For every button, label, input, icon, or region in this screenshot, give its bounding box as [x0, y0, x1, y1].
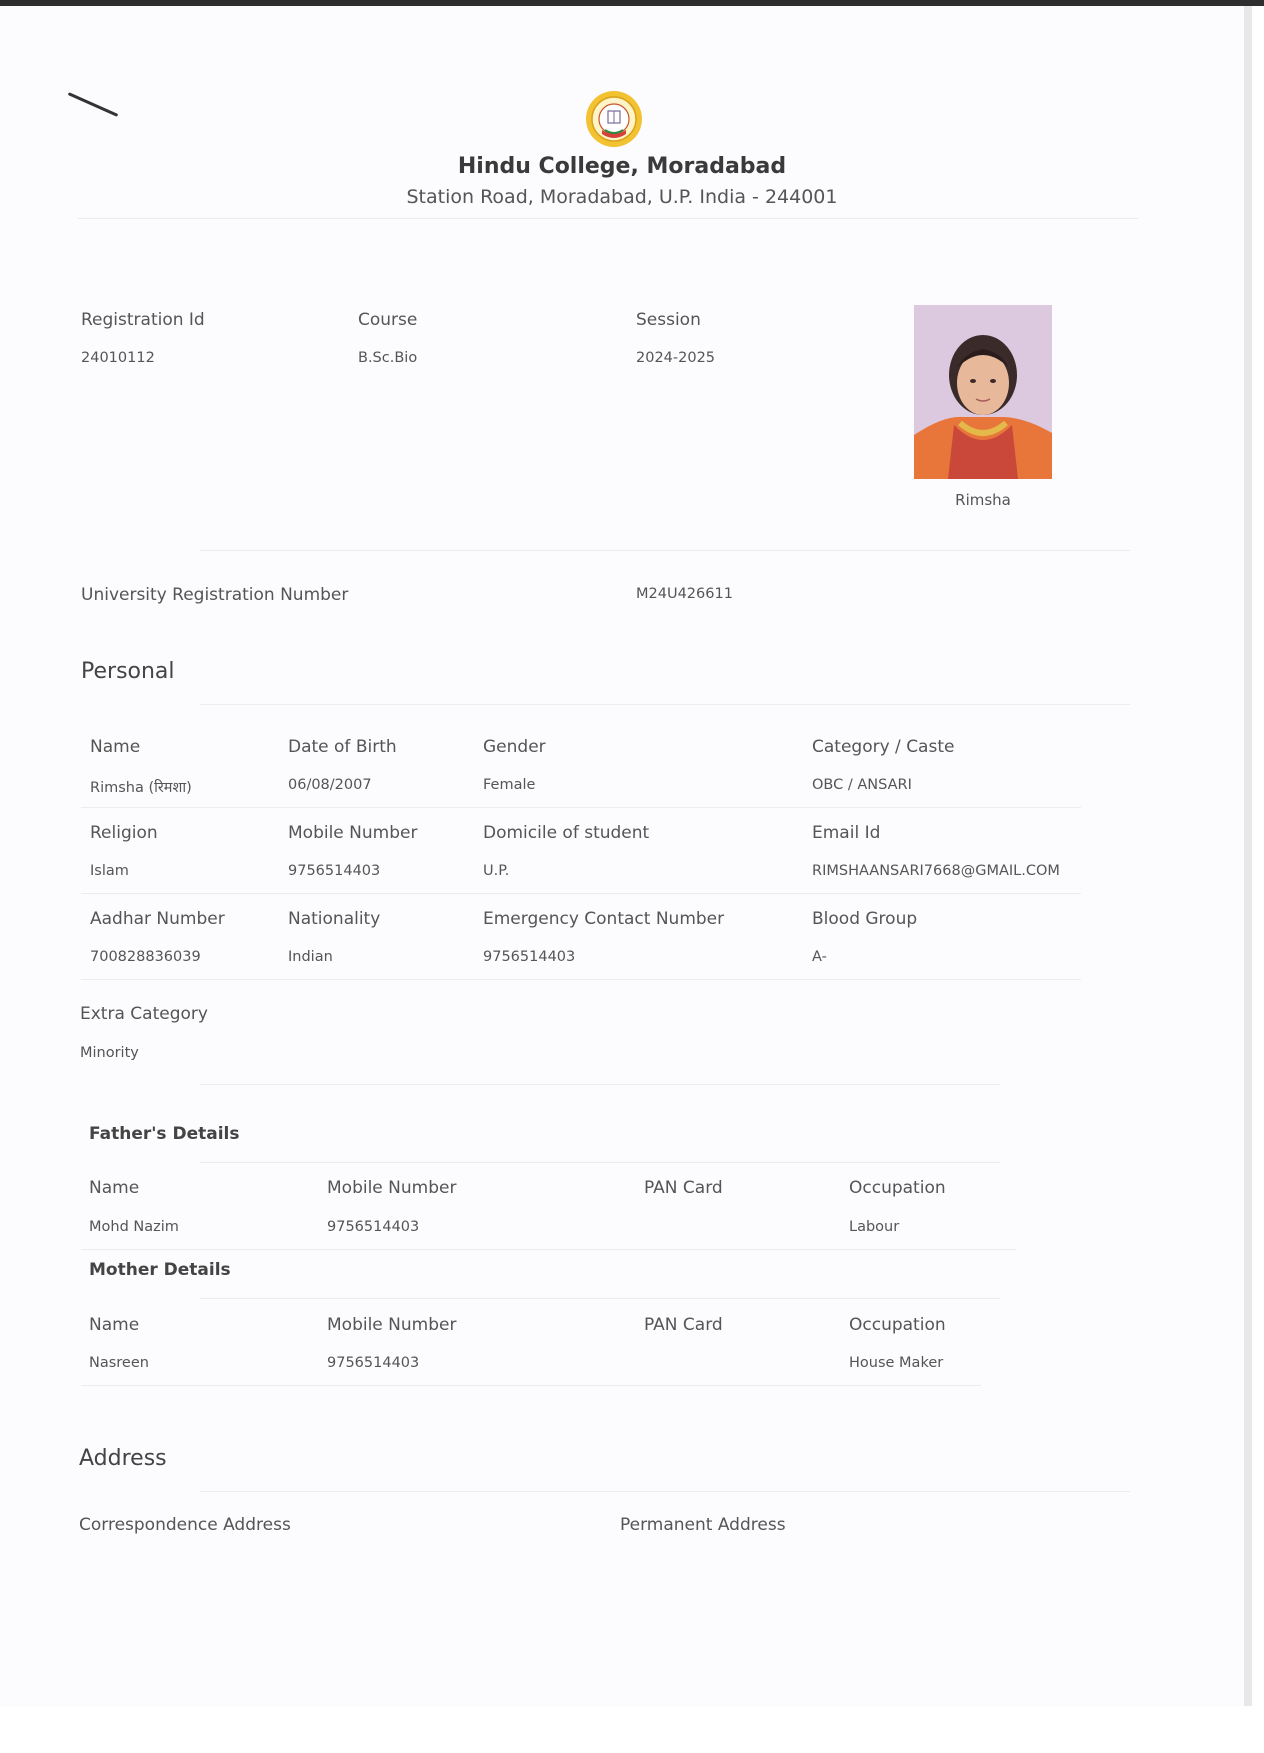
- divider: [200, 1162, 1000, 1163]
- mother-heading: Mother Details: [89, 1260, 231, 1280]
- college-logo: [585, 90, 643, 148]
- mobile-value: 9756514403: [288, 863, 381, 879]
- gender-value: Female: [483, 777, 536, 793]
- address-heading: Address: [79, 1446, 167, 1471]
- reg-id-value: 24010112: [81, 350, 155, 366]
- aadhar-value: 700828836039: [90, 949, 201, 965]
- session-label: Session: [636, 310, 701, 330]
- permanent-address-label: Permanent Address: [620, 1515, 786, 1535]
- father-mobile-value: 9756514403: [327, 1219, 420, 1235]
- mobile-label: Mobile Number: [288, 823, 418, 843]
- divider: [200, 1491, 1130, 1492]
- document-page: [0, 6, 1245, 1706]
- divider: [81, 807, 1081, 808]
- mother-pan-label: PAN Card: [644, 1315, 723, 1335]
- college-address: Station Road, Moradabad, U.P. India - 244001: [406, 186, 838, 208]
- father-occupation-label: Occupation: [849, 1178, 946, 1198]
- divider: [81, 979, 1081, 980]
- divider: [200, 1084, 1000, 1085]
- extra-category-value: Minority: [80, 1045, 139, 1061]
- photo-caption: Rimsha: [955, 491, 1011, 509]
- reg-id-label: Registration Id: [81, 310, 205, 330]
- mother-name-label: Name: [89, 1315, 140, 1335]
- father-pan-label: PAN Card: [644, 1178, 723, 1198]
- mother-occupation-value: House Maker: [849, 1355, 944, 1371]
- nationality-value: Indian: [288, 949, 333, 965]
- course-value: B.Sc.Bio: [358, 350, 418, 366]
- college-name: Hindu College, Moradabad: [457, 154, 787, 179]
- blood-group-label: Blood Group: [812, 909, 918, 929]
- course-label: Course: [358, 310, 418, 330]
- univ-reg-label: University Registration Number: [81, 585, 349, 605]
- name-label: Name: [90, 737, 141, 757]
- category-value: OBC / ANSARI: [812, 777, 912, 793]
- univ-reg-value: M24U426611: [636, 586, 733, 602]
- session-value: 2024-2025: [636, 350, 716, 366]
- student-photo: [914, 305, 1052, 479]
- divider: [81, 1249, 1016, 1250]
- gender-label: Gender: [483, 737, 546, 757]
- email-label: Email Id: [812, 823, 881, 843]
- father-name-value: Mohd Nazim: [89, 1219, 179, 1235]
- divider: [78, 218, 1138, 219]
- father-occupation-value: Labour: [849, 1219, 900, 1235]
- religion-value: Islam: [90, 863, 129, 879]
- domicile-value: U.P.: [483, 863, 510, 879]
- correspondence-address-label: Correspondence Address: [79, 1515, 291, 1535]
- email-value: RIMSHAANSARI7668@GMAIL.COM: [812, 863, 1060, 879]
- father-mobile-label: Mobile Number: [327, 1178, 457, 1198]
- religion-label: Religion: [90, 823, 158, 843]
- mother-occupation-label: Occupation: [849, 1315, 946, 1335]
- divider: [200, 704, 1130, 705]
- category-label: Category / Caste: [812, 737, 955, 757]
- extra-category-label: Extra Category: [80, 1004, 208, 1024]
- divider: [200, 1298, 1000, 1299]
- father-name-label: Name: [89, 1178, 140, 1198]
- divider: [200, 550, 1130, 551]
- blood-group-value: A-: [812, 949, 827, 965]
- staple-mark: [68, 92, 119, 117]
- domicile-label: Domicile of student: [483, 823, 650, 843]
- dob-label: Date of Birth: [288, 737, 397, 757]
- emergency-label: Emergency Contact Number: [483, 909, 725, 929]
- nationality-label: Nationality: [288, 909, 381, 929]
- divider: [81, 1385, 981, 1386]
- mother-mobile-label: Mobile Number: [327, 1315, 457, 1335]
- mother-mobile-value: 9756514403: [327, 1355, 420, 1371]
- mother-name-value: Nasreen: [89, 1355, 149, 1371]
- emergency-value: 9756514403: [483, 949, 576, 965]
- divider: [81, 893, 1081, 894]
- aadhar-label: Aadhar Number: [90, 909, 225, 929]
- scan-right-edge: [1244, 6, 1252, 1706]
- dob-value: 06/08/2007: [288, 777, 372, 793]
- father-heading: Father's Details: [89, 1124, 240, 1144]
- name-value: Rimsha (रिमशा): [90, 780, 192, 796]
- personal-heading: Personal: [81, 659, 175, 684]
